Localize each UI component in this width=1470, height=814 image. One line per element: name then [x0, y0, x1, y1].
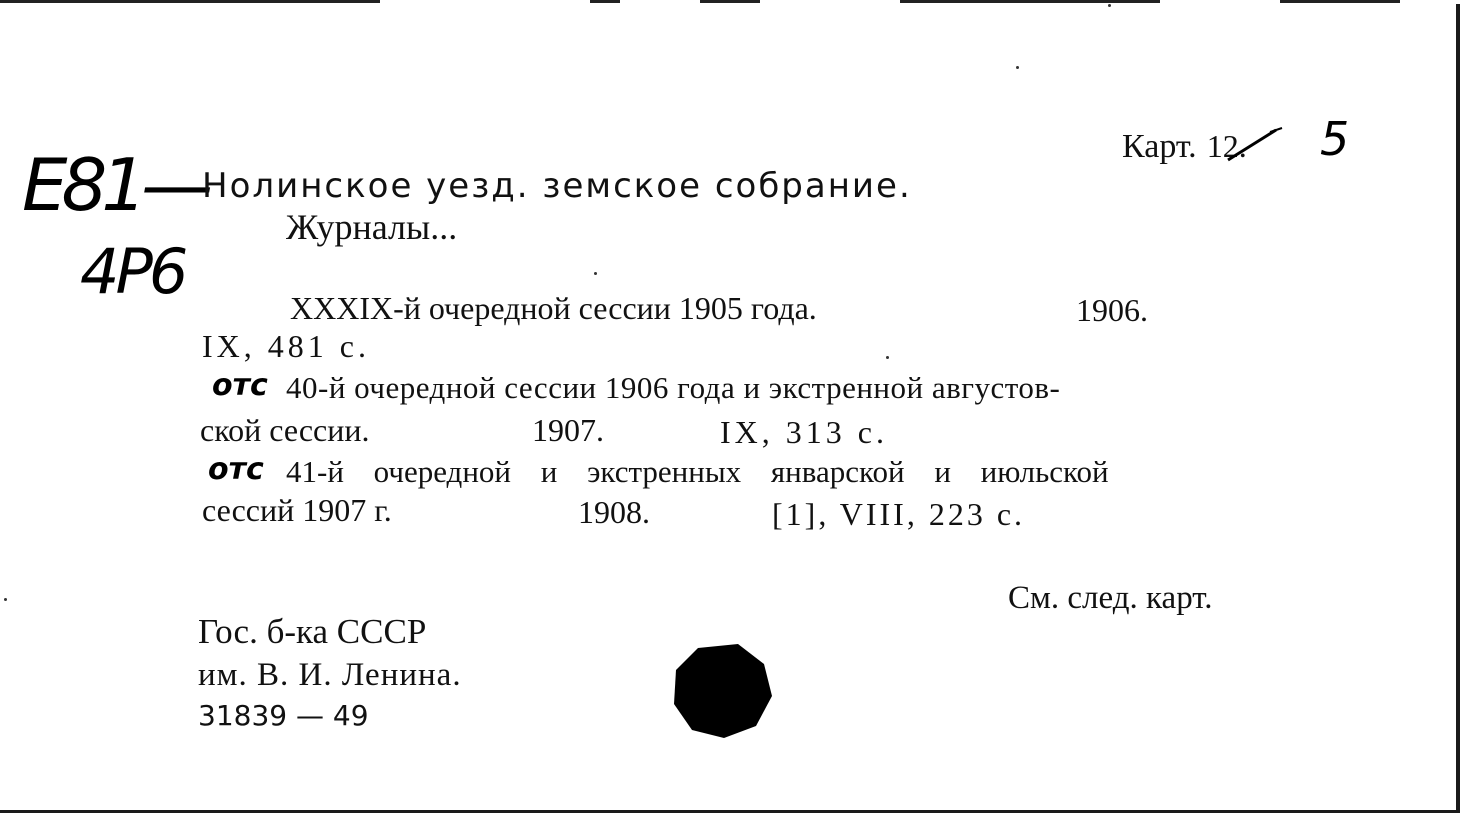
card-number-label: Карт. — [1122, 128, 1197, 165]
entry-3-line2a: сессий 1907 г. — [202, 492, 392, 528]
entry-3-line2b: 1908. — [578, 494, 650, 530]
punch-hole-icon — [668, 640, 778, 740]
card-title-line1: Нолинское уезд. земское собрание. — [202, 166, 912, 206]
card-number-handwritten: 5 — [1320, 112, 1350, 166]
entry-1-year: 1906. — [1076, 292, 1148, 328]
entry-2-line2b: 1907. — [532, 412, 604, 448]
scan-speck — [1016, 66, 1019, 69]
entry-3-mark: отс — [208, 452, 264, 487]
card-number-crossed: 12. — [1206, 128, 1247, 164]
entry-2-line1: 40-й очередной сессии 1906 года и экстренной августов- — [286, 370, 1061, 405]
scan-speck — [594, 272, 597, 275]
strike-mark-icon — [1224, 126, 1284, 166]
call-number-line2: 4P6 — [80, 235, 185, 308]
scan-speck — [886, 356, 889, 359]
entry-1-line1: XXXIX-й очередной сессии 1905 года. — [290, 290, 817, 326]
library-stamp-line2: им. В. И. Ленина. — [198, 657, 462, 693]
entry-3-line2c: [1], VIII, 223 с. — [772, 496, 1026, 532]
entry-3-line1: 41-й очередной и экстренных январской и июльской — [286, 454, 1109, 489]
library-stamp-line3: 31839 — 49 — [198, 699, 369, 732]
scan-speck — [1108, 4, 1111, 7]
see-next-card: См. след. карт. — [1008, 580, 1213, 616]
entry-2-line2c: IX, 313 с. — [720, 414, 888, 450]
entry-2-line2a: ской сессии. — [200, 412, 370, 448]
card-bottom-edge — [0, 810, 1460, 813]
entry-2-mark: отс — [212, 368, 268, 403]
call-number-line1: E81— — [22, 143, 208, 227]
call-number — [22, 140, 208, 330]
card-number — [1122, 112, 1350, 178]
card-title-line2: Журналы... — [286, 207, 458, 247]
entry-1-line2: IX, 481 с. — [202, 328, 370, 364]
library-stamp — [198, 610, 462, 736]
card-right-edge — [1456, 4, 1460, 812]
card-top-edge — [0, 0, 1470, 3]
scan-speck — [4, 598, 7, 601]
library-stamp-line1: Гос. б-ка СССР — [198, 612, 427, 651]
